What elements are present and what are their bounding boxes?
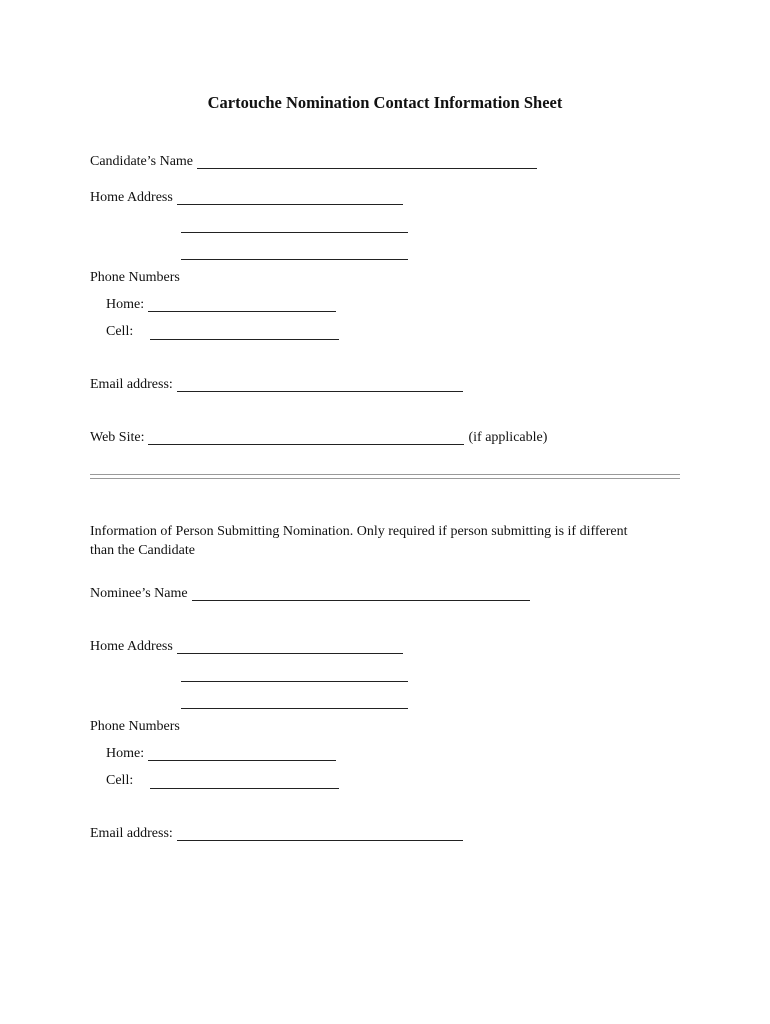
submitter-cell-phone-field[interactable] bbox=[150, 788, 339, 789]
submitter-address-field-3[interactable] bbox=[181, 708, 408, 709]
submitter-home-phone-row bbox=[106, 747, 336, 761]
submitter-home-phone-field[interactable] bbox=[148, 748, 336, 761]
candidate-email-label: Email address: bbox=[90, 377, 173, 392]
candidate-address-field-2[interactable] bbox=[181, 232, 408, 233]
nominee-name-field[interactable] bbox=[192, 588, 530, 601]
candidate-email-row bbox=[90, 378, 463, 392]
candidate-name-row bbox=[90, 155, 537, 169]
submitter-intro bbox=[90, 522, 690, 560]
candidate-phone-numbers-label: Phone Numbers bbox=[90, 270, 180, 285]
candidate-address-label: Home Address bbox=[90, 190, 173, 205]
submitter-address-row bbox=[90, 640, 403, 654]
submitter-address-label: Home Address bbox=[90, 639, 173, 654]
candidate-name-field[interactable] bbox=[197, 156, 537, 169]
candidate-cell-phone-field[interactable] bbox=[150, 339, 339, 340]
website-applicable-note: (if applicable) bbox=[468, 430, 548, 445]
candidate-address-row bbox=[90, 191, 403, 205]
candidate-address-field-3[interactable] bbox=[181, 259, 408, 260]
submitter-cell-phone-row bbox=[106, 774, 133, 788]
submitter-intro-line-1: Information of Person Submitting Nomination. Only required if person submitting is if different bbox=[90, 524, 628, 539]
page-title: Cartouche Nomination Contact Information Sheet bbox=[207, 93, 563, 112]
nominee-name-row bbox=[90, 587, 530, 601]
candidate-website-row bbox=[90, 431, 547, 445]
candidate-website-label: Web Site: bbox=[90, 430, 145, 445]
submitter-email-row bbox=[90, 827, 463, 841]
submitter-phone-numbers-label: Phone Numbers bbox=[90, 719, 180, 734]
submitter-intro-line-2: than the Candidate bbox=[90, 543, 195, 558]
candidate-home-phone-field[interactable] bbox=[148, 299, 336, 312]
submitter-email-field[interactable] bbox=[177, 828, 463, 841]
candidate-cell-phone-row bbox=[106, 325, 133, 339]
submitter-address-field-1[interactable] bbox=[177, 641, 403, 654]
candidate-home-phone-row bbox=[106, 298, 336, 312]
candidate-address-field-1[interactable] bbox=[177, 192, 403, 205]
submitter-cell-phone-label: Cell: bbox=[106, 773, 134, 788]
candidate-website-field[interactable] bbox=[148, 432, 464, 445]
candidate-home-phone-label: Home: bbox=[106, 297, 145, 312]
submitter-email-label: Email address: bbox=[90, 826, 173, 841]
candidate-email-field[interactable] bbox=[177, 379, 463, 392]
candidate-name-label: Candidate’s Name bbox=[90, 154, 194, 169]
section-divider bbox=[90, 474, 680, 479]
submitter-address-field-2[interactable] bbox=[181, 681, 408, 682]
nominee-name-label: Nominee’s Name bbox=[90, 586, 188, 601]
candidate-cell-phone-label: Cell: bbox=[106, 324, 134, 339]
submitter-home-phone-label: Home: bbox=[106, 746, 145, 761]
